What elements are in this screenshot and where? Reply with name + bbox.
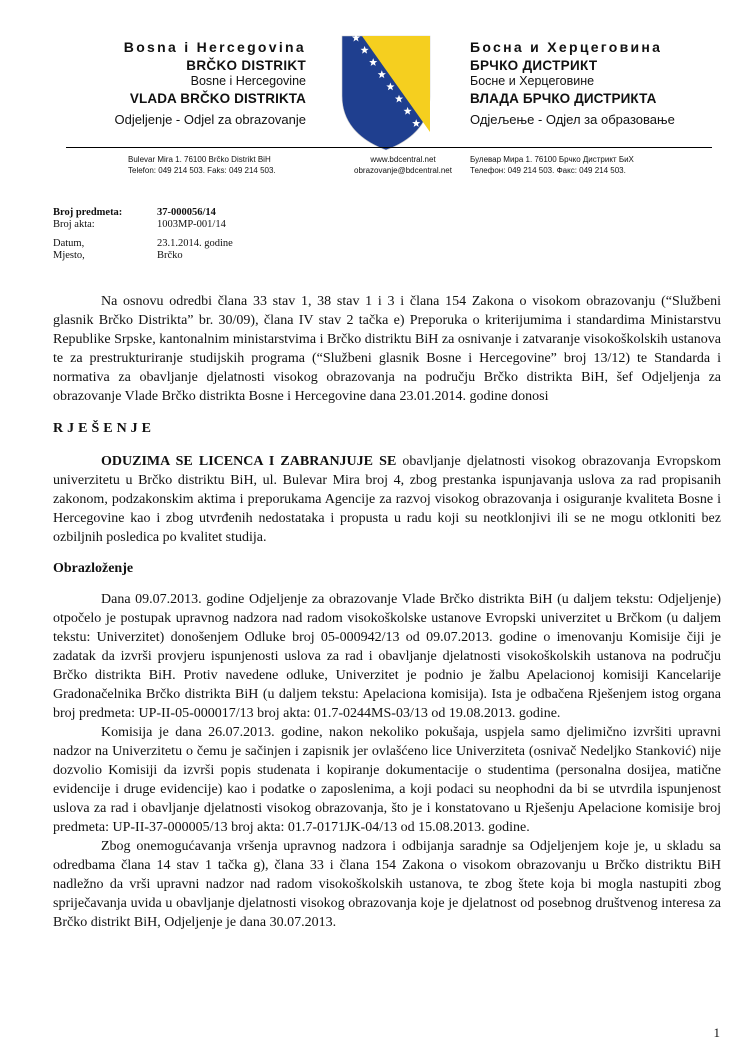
phone-cyrillic: Телефон: 049 214 503. Факс: 049 214 503. bbox=[470, 166, 626, 175]
government-name-latin: VLADA BRČKO DISTRIKTA bbox=[129, 91, 306, 106]
address-latin: Bulevar Mira 1. 76100 Brčko Distrikt BiH bbox=[128, 155, 271, 164]
document-meta bbox=[53, 207, 233, 262]
address-cyrillic: Булевар Мира 1. 76100 Брчко Дистрикт БиХ bbox=[470, 155, 634, 164]
coat-of-arms-icon bbox=[338, 34, 434, 152]
contact-latin bbox=[128, 154, 276, 176]
decision-paragraph bbox=[53, 452, 721, 547]
case-number-value: 37-000056/14 bbox=[157, 207, 216, 218]
date-value: 23.1.2014. godine bbox=[157, 238, 233, 249]
act-number-value: 1003MP-001/14 bbox=[157, 219, 226, 230]
letterhead-latin bbox=[100, 36, 306, 130]
header-divider bbox=[66, 147, 712, 148]
reasoning-paragraph-3: Zbog onemogućavanja vršenja upravnog nadzora i odbijanja saradnje sa Odjeljenjem koje je, u skladu sa odredbama člana 14 stav 1 tačka g), člana 33 i člana 154 Zakona o visokom obrazovanju u Brčko distriktu BiH nadležno da vrši upravni nadzor nad radom visokoškolskih ustanova, te zbog štete koja bi mogla nastupiti zbog spriječavanja uvida u obavljanje djelatnosti visokog obrazovanja koje je djelatnost od posebnog društvenog interesa za Brčko distrikt BiH, Odjeljenje je dana 30.07.2013. bbox=[53, 839, 721, 930]
department-name-cyrillic: Одјељење - Одjел за образовање bbox=[470, 112, 675, 127]
date-label: Datum, bbox=[53, 238, 85, 249]
country-name-cyrillic: Босна и Херцеговина bbox=[470, 39, 663, 55]
document-body bbox=[53, 292, 721, 932]
district-sub-latin: Bosne i Hercegovine bbox=[190, 74, 306, 88]
decision-bold-text: ODUZIMA SE LICENCA I ZABRANJUJE SE bbox=[101, 454, 397, 469]
act-number-label: Broj akta: bbox=[53, 219, 95, 230]
country-name-latin: Bosna i Hercegovina bbox=[123, 39, 306, 55]
website-link[interactable]: www.bdcentral.net bbox=[370, 155, 436, 164]
decision-title: RJEŠENJE bbox=[53, 421, 156, 436]
reasoning-paragraph-1: Dana 09.07.2013. godine Odjeljenje za obrazovanje Vlade Brčko distrikta BiH (u daljem tekstu: Odjeljenje) otpočelo je postupak upravnog nadzora nad radom visokoškolske ustanove Evropski univerzitet u Brčkom (u daljem tekstu: Univerzitet) donošenjem Odluke broj 05-000942/13 od 09.07.2013. godine o imenovanju Komisije čiji je zadatak da izvrši provjeru ispunjenosti uslova za rad i obavljanje djelatnosti visokoškolskih ustanova na području Brčko distrikta BiH. Protiv navedene odluke, Univerzitet je podnio je žalbu Apelacionoj komisiji Kancelarije Gradonačelnika Brčko distrikta BiH (u daljem tekstu: Apelaciona komisija). Ista je odbačena Rješenjem istog organa broj predmeta: UP-II-05-000017/13 broj akta: 01.7-0244MS-03/13 od 19.08.2013. godine. bbox=[53, 592, 721, 721]
district-sub-cyrillic: Босне и Херцеговине bbox=[470, 74, 595, 88]
district-name-latin: BRČKO DISTRIKT bbox=[186, 58, 306, 73]
department-name-latin: Odjeljenje - Odjel za obrazovanje bbox=[114, 112, 306, 127]
contact-cyrillic bbox=[470, 154, 634, 176]
government-name-cyrillic: ВЛАДА БРЧКО ДИСТРИКТА bbox=[470, 91, 657, 106]
intro-paragraph: Na osnovu odredbi člana 33 stav 1, 38 stav 1 i 3 i člana 154 Zakona o visokom obrazovanju (“Službeni glasnik Brčko Distrikta” br. 30/09), člana IV stav 2 tačka e) Preporuka o kriterijumima i standardima Ministarstvu Republike Srpske, kantonalnim ministarstvima i Brčko distriktu BiH za osnivanje i zatvaranje visokoškolskih ustanova te za prestrukturiranje studijskih programa (“Službeni glasnik Bosne i Hercegovine” broj 13/12) te Standarda i normativa za obavljanje djelatnosti visokog obrazovanja na području Brčko distrikta BiH, šef Odjeljenja za obrazovanje Vlade Brčko distrikta Bosne i Hercegovine dana 23.01.2014. godine donosi bbox=[53, 294, 721, 404]
place-label: Mjesto, bbox=[53, 250, 85, 261]
decision-text: obavljanje djelatnosti visokog obrazovanja Evropskom univerzitetu u Brčko distriktu BiH, ul. Bulevar Mira broj 4, zbog prestanka ispunjavanja uslova za rad propisanih zakonom, podzakonskim aktima i preporukama Agencije za razvoj visokog obrazovanja i osiguranje kvaliteta Bosne i Hercegovine kao i zbog utvrđenih nedostataka i propusta u radu koji su neotklonjivi ili se ne mogu otkloniti bez ozbiljnih posledica po kvalitet studija. bbox=[53, 454, 721, 545]
page-number: 1 bbox=[713, 1025, 720, 1040]
email-link[interactable]: obrazovanje@bdcentral.net bbox=[354, 166, 452, 175]
reasoning-title: Obrazloženje bbox=[53, 561, 134, 576]
phone-latin: Telefon: 049 214 503. Faks: 049 214 503. bbox=[128, 166, 276, 175]
contact-web bbox=[334, 154, 472, 176]
district-name-cyrillic: БРЧКО ДИСТРИКТ bbox=[470, 58, 598, 73]
place-value: Brčko bbox=[157, 250, 183, 261]
case-number-label: Broj predmeta: bbox=[53, 207, 123, 218]
letterhead-cyrillic bbox=[470, 36, 710, 130]
reasoning-paragraph-2: Komisija je dana 26.07.2013. godine, nakon nekoliko pokušaja, uspjela samo djelimično izvršiti upravni nadzor na Univerzitetu o čemu je sačinjen i zapisnik jer ovlašćeno lice Univerziteta (osnivač Nedeljko Stanković) nije dozvolio Komisiji da izvrši popis studenata i kopiranje dokumentacije o studentima (personalna dosijea, matične evidencije i druge evidencije) kao i podatke o zaposlenima, a koji podaci su neophodni da bi se utvrdila ispunjenost uslova za rad i obavljanje djelatnosti visokog obrazovanja, što je i konstatovano u Rješenju Apelacione komisije broj predmeta: UP-II-37-000005/13 broj akta: 01.7-0171JK-04/13 od 15.08.2013. godine. bbox=[53, 725, 721, 835]
